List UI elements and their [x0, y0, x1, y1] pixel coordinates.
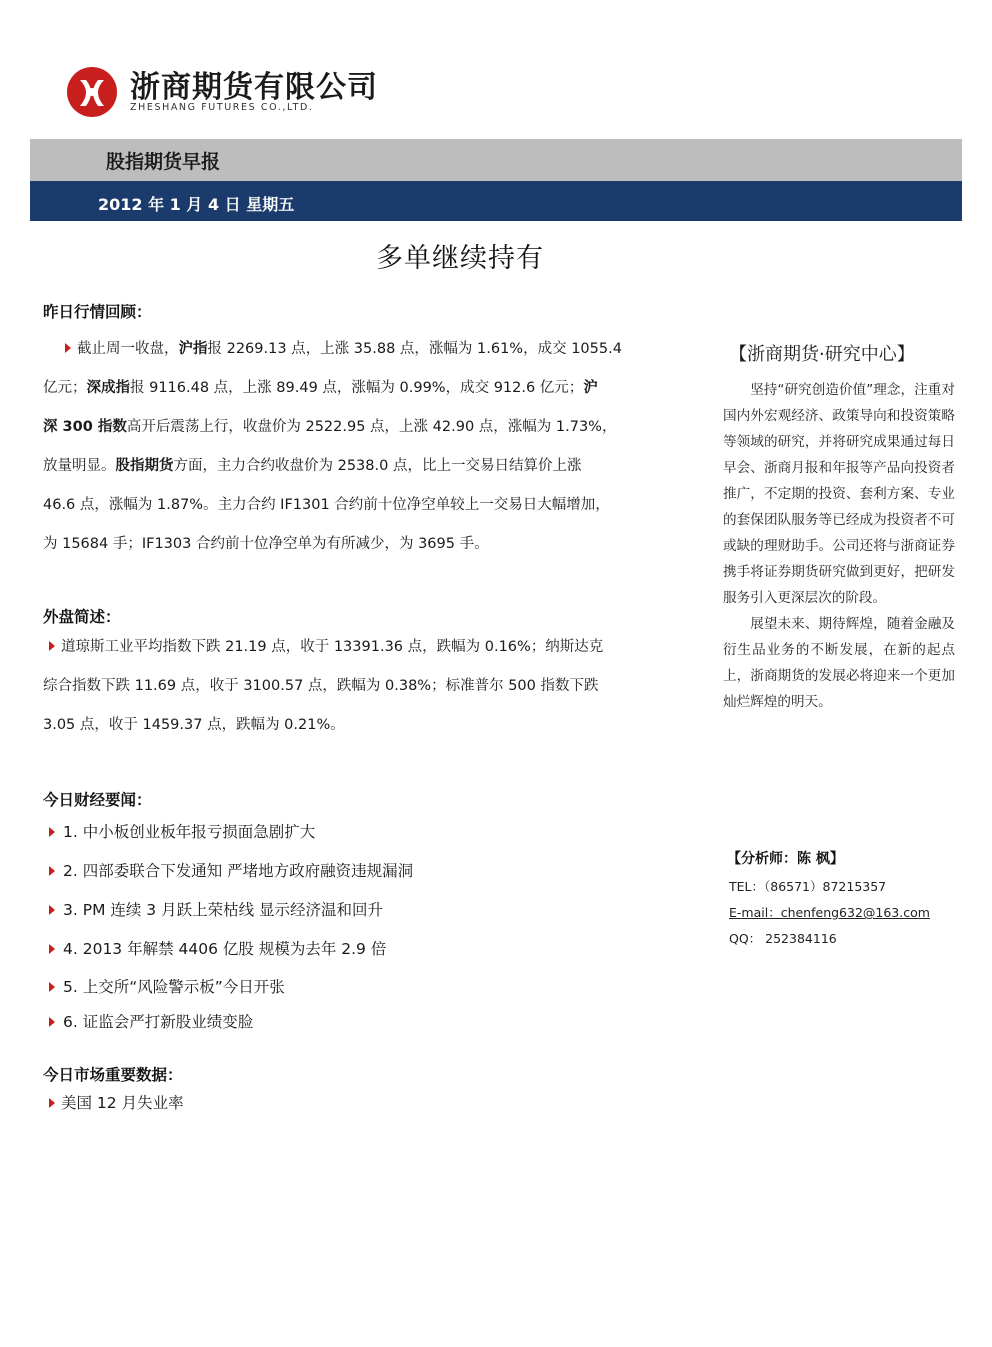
- review-line: 46.6 点，涨幅为 1.87%。主力合约 IF1301 合约前十位净空单较上一交易日大幅增加，: [43, 497, 610, 513]
- bullet-arrow-icon: [49, 1017, 55, 1027]
- section-title-news: 今日财经要闻：: [43, 791, 152, 809]
- sidebar-paragraph: 坚持“研究创造价值”理念，注重对国内外宏观经济、政策导向和投资策略等领域的研究，并将研究成果通过每日早会、浙商月报和年报等产品向投资者推广，不定期的投资、套利方案、专业的套保团队服务等已经成为投资者不可或缺的理财助手。公司还将与浙商证券携手将证券期货研究做到更好，把研发服务引入更深层次的阶段。: [723, 382, 955, 606]
- news-item: 5. 上交所“风险警示板”今日开张: [43, 975, 285, 997]
- analyst-qq: QQ： 252384116: [729, 931, 837, 946]
- analyst-email[interactable]: E-mail：chenfeng632@163.com: [729, 905, 930, 920]
- news-item: 1. 中小板创业板年报亏损面急剧扩大: [43, 820, 315, 842]
- overseas-line: 综合指数下跌 11.69 点，收于 3100.57 点，跌幅为 0.38%；标准普尔 500 指数下跌: [43, 678, 599, 694]
- news-item: 4. 2013 年解禁 4406 亿股 规模为去年 2.9 倍: [43, 937, 386, 959]
- report-date: 2012 年 1 月 4 日 星期五: [98, 195, 295, 214]
- company-name-en: ZHESHANG FUTURES CO.,LTD.: [130, 102, 314, 113]
- analyst-tel: TEL：（86571）87215357: [729, 879, 887, 894]
- bullet-arrow-icon: [49, 641, 55, 651]
- bullet-arrow-icon: [49, 982, 55, 992]
- bullet-arrow-icon: [49, 944, 55, 954]
- sidebar-intro: [723, 377, 955, 715]
- section-title-overseas: 外盘简述：: [43, 608, 121, 626]
- review-line: 放量明显。股指期货方面，主力合约收盘价为 2538.0 点，比上一交易日结算价上涨: [43, 458, 582, 474]
- section-title-review: 昨日行情回顾：: [43, 303, 152, 321]
- review-line: 亿元；深成指报 9116.48 点，上涨 89.49 点，涨幅为 0.99%，成交 912.6 亿元；沪: [43, 380, 598, 396]
- headline: 多单继续持有: [376, 243, 544, 274]
- section-title-data: 今日市场重要数据：: [43, 1066, 183, 1084]
- sidebar-title: 【浙商期货·研究中心】: [729, 344, 915, 365]
- bullet-arrow-icon: [49, 866, 55, 876]
- bullet-arrow-icon: [49, 905, 55, 915]
- bullet-arrow-icon: [65, 343, 71, 353]
- company-name-cn: 浙商期货有限公司: [130, 70, 378, 105]
- data-item: 美国 12 月失业率: [43, 1091, 184, 1113]
- bullet-arrow-icon: [49, 1098, 55, 1108]
- report-type: 股指期货早报: [106, 151, 221, 173]
- report-type-bar: [30, 139, 962, 181]
- review-paragraph: [43, 330, 683, 564]
- news-item: 6. 证监会严打新股业绩变脸: [43, 1010, 253, 1032]
- news-item: 3. PM 连续 3 月跃上荣枯线 显示经济温和回升: [43, 898, 383, 920]
- review-line: 截止周一收盘，沪指报 2269.13 点，上涨 35.88 点，涨幅为 1.61%，成交 1055.4: [43, 330, 683, 369]
- date-bar: [30, 181, 962, 221]
- company-logo-icon: [66, 66, 118, 118]
- news-item: 2. 四部委联合下发通知 严堵地方政府融资违规漏洞: [43, 859, 413, 881]
- analyst-name: 【分析师：陈 枫】: [727, 851, 844, 867]
- review-line: 深 300 指数高开后震荡上行，收盘价为 2522.95 点，上涨 42.90 点，涨幅为 1.73%，: [43, 419, 617, 435]
- overseas-paragraph: [43, 628, 683, 745]
- bullet-arrow-icon: [49, 827, 55, 837]
- overseas-line: 3.05 点，收于 1459.37 点，跌幅为 0.21%。: [43, 717, 345, 733]
- overseas-line: 道琼斯工业平均指数下跌 21.19 点，收于 13391.36 点，跌幅为 0.16%；纳斯达克: [43, 628, 683, 667]
- sidebar-paragraph: 展望未来、期待辉煌，随着金融及衍生品业务的不断发展，在新的起点上，浙商期货的发展必将迎来一个更加灿烂辉煌的明天。: [723, 616, 955, 710]
- review-line: 为 15684 手；IF1303 合约前十位净空单为有所减少，为 3695 手。: [43, 536, 489, 552]
